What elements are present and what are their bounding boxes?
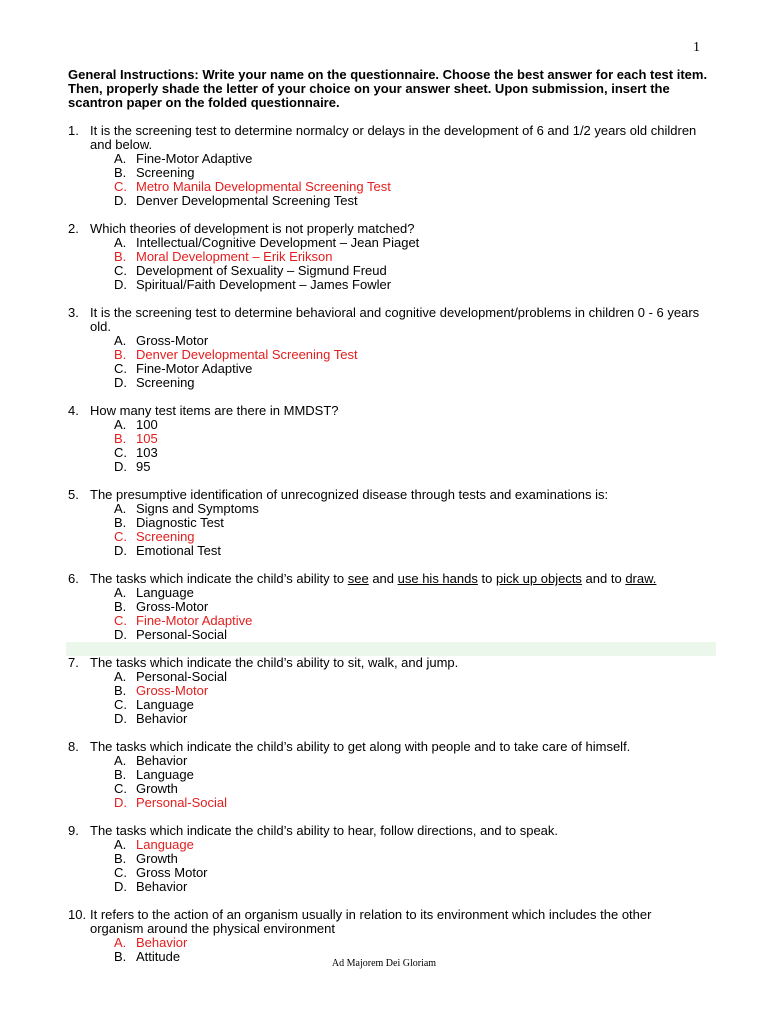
choice-text: 95 — [136, 459, 151, 474]
question-text: How many test items are there in MMDST? — [90, 403, 339, 418]
choice-text: Fine-Motor Adaptive — [136, 151, 253, 166]
choice-letter: A. — [114, 837, 127, 852]
choice-text: Personal-Social — [136, 669, 228, 684]
choice-letter: D. — [114, 193, 127, 208]
choice-text: Behavior — [136, 879, 188, 894]
choice-text: Signs and Symptoms — [136, 501, 259, 516]
question-text: The tasks which indicate the child’s ability to sit, walk, and jump. — [90, 655, 459, 670]
choice-letter: C. — [114, 179, 127, 194]
choice-letter: C. — [114, 445, 127, 460]
choice-letter: B. — [114, 683, 127, 698]
choice-text: Screening — [136, 375, 195, 390]
choice-text: Language — [136, 697, 194, 712]
choice-letter: B. — [114, 851, 127, 866]
question-number: 8. — [68, 739, 79, 754]
choice-letter: A. — [114, 333, 127, 348]
question-text — [90, 572, 708, 586]
choice-letter: D. — [114, 879, 127, 894]
question-number: 10. — [68, 907, 87, 922]
choice-text: Growth — [136, 851, 178, 866]
choice-b-answer — [114, 250, 708, 264]
question-text: The presumptive identification of unrecognized disease through tests and examinations is: — [90, 487, 609, 502]
question-text: It is the screening test to determine normalcy or delays in the development of 6 and 1/2 years old children and below. — [90, 123, 697, 152]
question-text: It is the screening test to determine behavioral and cognitive development/problems in children 0 - 6 years old. — [90, 305, 700, 334]
choice-a — [114, 586, 708, 600]
question-text: The tasks which indicate the child’s ability to hear, follow directions, and to speak. — [90, 823, 559, 838]
choice-letter: B. — [114, 165, 127, 180]
choice-text: Language — [136, 767, 194, 782]
choice-d — [114, 544, 708, 558]
choice-d — [114, 880, 708, 894]
choice-b-answer — [114, 684, 708, 698]
choice-text: Personal-Social — [136, 795, 228, 810]
choice-letter: B. — [114, 347, 127, 362]
choice-a — [114, 670, 708, 684]
choice-letter: A. — [114, 151, 127, 166]
choice-letter: C. — [114, 613, 127, 628]
choice-letter: D. — [114, 543, 127, 558]
choice-c — [114, 698, 708, 712]
question-1 — [68, 124, 708, 208]
question-number: 5. — [68, 487, 79, 502]
choice-c — [114, 362, 708, 376]
choice-d — [114, 712, 708, 726]
choice-b — [114, 852, 708, 866]
choice-text: Denver Developmental Screening Test — [136, 193, 358, 208]
choice-text: Attitude — [136, 949, 181, 964]
question-3 — [68, 306, 708, 390]
choice-text: Screening — [136, 165, 195, 180]
choice-letter: D. — [114, 277, 127, 292]
question-5 — [68, 488, 708, 558]
question-text-part: to — [477, 571, 496, 586]
question-text: Which theories of development is not properly matched? — [90, 221, 415, 236]
choice-text: Fine-Motor Adaptive — [136, 361, 253, 376]
choice-text: Emotional Test — [136, 543, 222, 558]
choice-letter: C. — [114, 529, 127, 544]
choice-c — [114, 782, 708, 796]
highlight-band — [66, 642, 716, 656]
question-9 — [68, 824, 708, 894]
choice-d — [114, 376, 708, 390]
underlined-term: see — [347, 571, 369, 586]
question-4 — [68, 404, 708, 474]
choice-letter: D. — [114, 459, 127, 474]
question-number: 4. — [68, 403, 79, 418]
choice-text: Gross Motor — [136, 865, 208, 880]
choice-c — [114, 866, 708, 880]
question-number: 6. — [68, 571, 79, 586]
choice-letter: D. — [114, 375, 127, 390]
choice-list — [114, 334, 708, 390]
choice-text: Language — [136, 837, 194, 852]
choice-text: Metro Manila Developmental Screening Test — [136, 179, 391, 194]
choice-list — [114, 586, 708, 642]
choice-letter: A. — [114, 417, 127, 432]
choice-letter: B. — [114, 431, 127, 446]
choice-list — [114, 670, 708, 726]
choice-text: Diagnostic Test — [136, 515, 224, 530]
question-text-part: and — [368, 571, 398, 586]
choice-text: Behavior — [136, 935, 188, 950]
choice-d — [114, 628, 708, 642]
underlined-term: draw. — [625, 571, 657, 586]
choice-text: Moral Development – Erik Erikson — [136, 249, 333, 264]
choice-letter: D. — [114, 795, 127, 810]
choice-text: Development of Sexuality – Sigmund Freud — [136, 263, 387, 278]
choice-c-answer — [114, 614, 708, 628]
choice-a — [114, 502, 708, 516]
choice-list — [114, 502, 708, 558]
question-text: It refers to the action of an organism usually in relation to its environment which includes the other organism around the physical environment — [90, 907, 652, 936]
choice-b — [114, 768, 708, 782]
choice-letter: B. — [114, 949, 127, 964]
page-footer: Ad Majorem Dei Gloriam — [331, 958, 437, 969]
choice-text: 100 — [136, 417, 158, 432]
choice-a — [114, 236, 708, 250]
choice-text: Spiritual/Faith Development – James Fowler — [136, 277, 392, 292]
choice-a — [114, 754, 708, 768]
choice-text: Gross-Motor — [136, 333, 209, 348]
choice-a — [114, 418, 708, 432]
choice-a — [114, 152, 708, 166]
choice-d — [114, 460, 708, 474]
question-text: The tasks which indicate the child’s ability to get along with people and to take care of himself. — [90, 739, 631, 754]
question-number: 2. — [68, 221, 79, 236]
question-text-part: and to — [581, 571, 626, 586]
choice-a-answer — [114, 838, 708, 852]
question-number: 3. — [68, 305, 79, 320]
choice-a-answer — [114, 936, 708, 950]
question-6 — [68, 572, 708, 642]
choice-b — [114, 516, 708, 530]
choice-a — [114, 334, 708, 348]
general-instructions: General Instructions: Write your name on the questionnaire. Choose the best answer for each test item. Then, properly shade the letter of your choice on your answer sheet. Upon submission, insert the scantron paper on the folded questionnaire. — [68, 67, 708, 110]
choice-c — [114, 264, 708, 278]
choice-b — [114, 166, 708, 180]
choice-text: Language — [136, 585, 194, 600]
choice-letter: C. — [114, 361, 127, 376]
choice-letter: A. — [114, 501, 127, 516]
choice-list — [114, 236, 708, 292]
choice-letter: A. — [114, 585, 127, 600]
choice-text: Fine-Motor Adaptive — [136, 613, 253, 628]
question-number: 1. — [68, 123, 79, 138]
question-list — [68, 124, 708, 964]
choice-text: 103 — [136, 445, 158, 460]
question-10 — [68, 908, 708, 964]
choice-letter: C. — [114, 781, 127, 796]
choice-letter: B. — [114, 515, 127, 530]
choice-letter: C. — [114, 865, 127, 880]
choice-d — [114, 194, 708, 208]
choice-letter: B. — [114, 767, 127, 782]
question-8 — [68, 740, 708, 810]
choice-letter: C. — [114, 697, 127, 712]
choice-text: Denver Developmental Screening Test — [136, 347, 358, 362]
choice-text: Intellectual/Cognitive Development – Jean Piaget — [136, 235, 420, 250]
choice-text: Behavior — [136, 753, 188, 768]
choice-list — [114, 838, 708, 894]
question-number: 9. — [68, 823, 79, 838]
question-2 — [68, 222, 708, 292]
choice-letter: B. — [114, 599, 127, 614]
choice-letter: C. — [114, 263, 127, 278]
choice-c — [114, 446, 708, 460]
choice-letter: A. — [114, 235, 127, 250]
choice-letter: D. — [114, 627, 127, 642]
choice-d-answer — [114, 796, 708, 810]
choice-text: Behavior — [136, 711, 188, 726]
choice-text: Screening — [136, 529, 195, 544]
underlined-term: use his hands — [397, 571, 478, 586]
question-7 — [68, 656, 708, 726]
choice-b-answer — [114, 348, 708, 362]
choice-c-answer — [114, 530, 708, 544]
question-number: 7. — [68, 655, 79, 670]
choice-text: Gross-Motor — [136, 683, 209, 698]
choice-letter: D. — [114, 711, 127, 726]
choice-text: Growth — [136, 781, 178, 796]
choice-letter: B. — [114, 249, 127, 264]
choice-letter: A. — [114, 669, 127, 684]
choice-list — [114, 754, 708, 810]
choice-text: Personal-Social — [136, 627, 228, 642]
choice-b-answer — [114, 432, 708, 446]
choice-list — [114, 152, 708, 208]
question-text-part: The tasks which indicate the child’s ability to — [90, 571, 348, 586]
choice-letter: A. — [114, 935, 127, 950]
choice-letter: A. — [114, 753, 127, 768]
choice-list — [114, 418, 708, 474]
underlined-term: pick up objects — [495, 571, 582, 586]
choice-d — [114, 278, 708, 292]
choice-c-answer — [114, 180, 708, 194]
choice-b — [114, 600, 708, 614]
choice-text: 105 — [136, 431, 158, 446]
page-number: 1 — [693, 40, 700, 55]
choice-text: Gross-Motor — [136, 599, 209, 614]
